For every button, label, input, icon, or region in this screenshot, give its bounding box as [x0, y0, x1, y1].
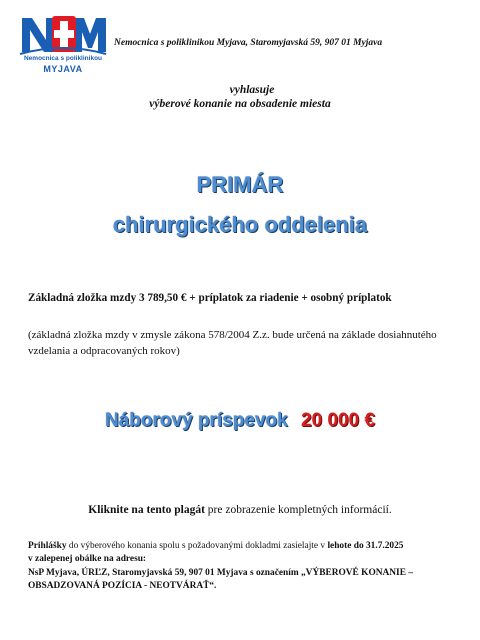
organization-address: Nemocnica s poliklinikou Myjava, Staromyjavská 59, 907 01 Myjava [114, 38, 383, 48]
application-label: Prihlášky [28, 541, 67, 551]
announcement-intro [0, 84, 480, 110]
application-envelope: v zalepenej obálke na adresu: [28, 554, 147, 565]
intro-line-1: vyhlasuje [229, 84, 275, 96]
application-line-3 [28, 567, 468, 594]
click-instruction[interactable] [0, 504, 480, 516]
application-line-2 [28, 553, 468, 566]
hospital-logo-icon [18, 14, 108, 56]
hospital-logo [18, 14, 108, 76]
logo-subtitle: Nemocnica s poliklinikou [23, 55, 103, 62]
click-instruction-rest: pre zobrazenie kompletných informácií. [204, 504, 392, 516]
application-line-1 [28, 540, 468, 553]
position-title[interactable]: PRIMÁR [196, 172, 284, 197]
bonus-label: Náborový príspevok [105, 410, 288, 431]
intro-line-2: výberové konanie na obsadenie miesta [149, 98, 331, 110]
application-text: do výberového konania spolu s požadovanými dokladmi zasielajte v [66, 541, 328, 551]
position-department[interactable]: chirurgického oddelenia [112, 212, 368, 237]
logo-city: MYJAVA [43, 64, 83, 74]
bonus-amount: 20 000 € [300, 410, 375, 431]
application-address: NsP Myjava, ÚRĽZ, Staromyjavská 59, 907 01 Myjava s označením „VÝBEROVÉ KONANIE – OBSADZOVANÁ POZÍCIA - NEOTVÁRAŤ“. [28, 567, 413, 592]
recruitment-bonus[interactable] [0, 410, 480, 432]
application-info [28, 540, 468, 593]
application-deadline: lehote do 31.7.2025 [327, 541, 404, 551]
salary-note: (základná zložka mzdy v zmysle zákona 578/2004 Z.z. bude určená na základe dosiahnutého vzdelania a odpracovaných rokov) [28, 329, 437, 357]
salary-line: Základná zložka mzdy 3 789,50 € + príplatok za riadenie + osobný príplatok [28, 292, 392, 304]
click-instruction-strong[interactable]: Kliknite na tento plagát [88, 504, 205, 516]
